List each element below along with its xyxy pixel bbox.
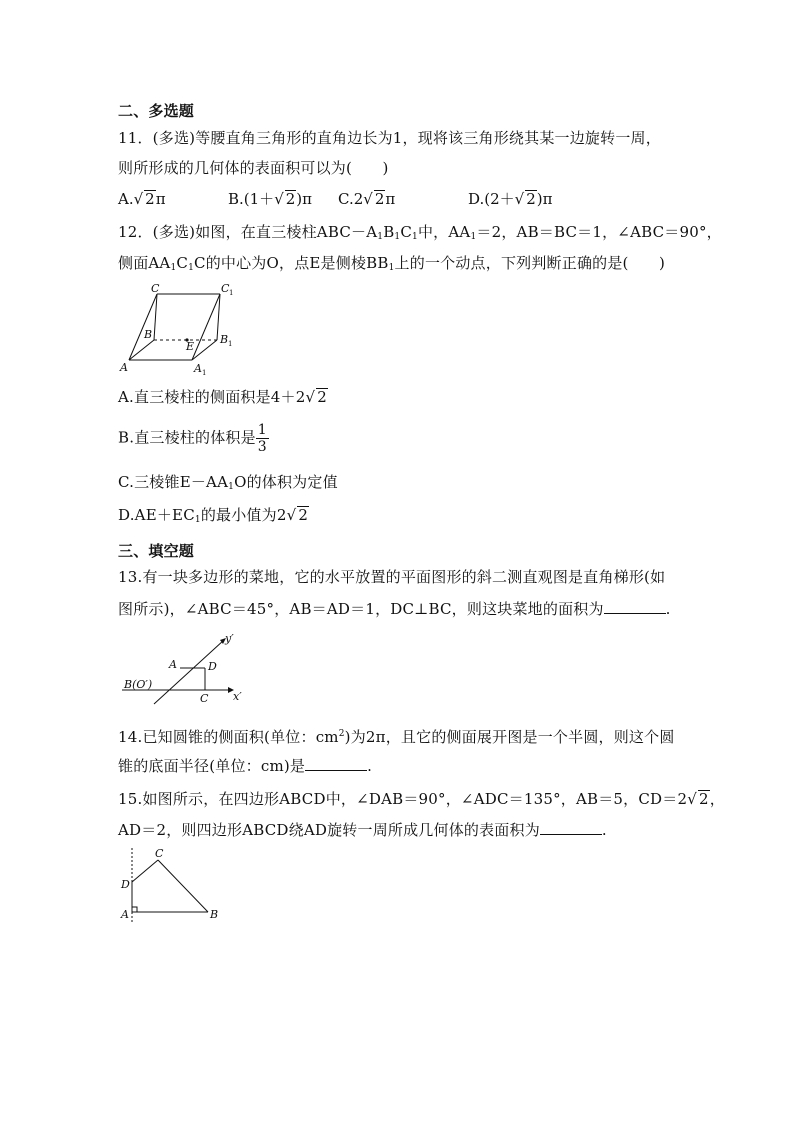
q15-quadrilateral-figure <box>118 844 228 926</box>
label-c: C <box>200 692 209 705</box>
edge-c1-a1 <box>192 294 220 360</box>
label-c: C <box>151 282 160 295</box>
fraction-one-third: $\frac{1}{3}$ <box>257 422 267 455</box>
q12-prism-figure <box>112 280 242 378</box>
q11-line2: 则所形成的几何体的表面积可以为( ) <box>118 159 389 177</box>
q12-option-a: A.直三棱柱的侧面积是4＋2√ 2 <box>118 388 328 406</box>
q13-answer-blank[interactable] <box>604 599 666 614</box>
section-title-fill-in: 三、填空题 <box>118 542 195 560</box>
label-a: A <box>169 658 177 671</box>
q11-option-b: B.(1＋√ 2)π <box>228 190 313 208</box>
q12-line1: 12．(多选)如图，在直三棱柱$ABC-A_1B_1C_1$中，$AA_1=2$，AB＝BC＝1，∠ABC＝90°， <box>118 223 722 242</box>
label-a1-sub: 1 <box>202 369 207 377</box>
label-c: C <box>155 847 164 860</box>
q14-answer-blank[interactable] <box>305 756 367 771</box>
q14-line2: 锥的底面半径(单位：cm)是 . <box>118 757 373 775</box>
label-b: B <box>144 328 153 341</box>
right-angle-mark <box>132 907 137 912</box>
label-a: A <box>121 908 129 921</box>
label-a: A <box>120 361 128 374</box>
label-c1-sub: 1 <box>229 289 234 297</box>
q11-option-d: D.(2＋√ 2)π <box>468 190 553 208</box>
label-b1-sub: 1 <box>228 340 233 348</box>
q15-line2: AD＝2，则四边形ABCD绕AD旋转一周所成几何体的表面积为 . <box>118 821 607 839</box>
q13-line1: 13.有一块多边形的菜地，它的水平放置的平面图形的斜二测直观图是直角梯形(如 <box>118 568 666 586</box>
label-c1: C <box>221 282 230 295</box>
q11-option-c: C.2√ 2π <box>338 190 396 208</box>
q12-option-d: $D.AE+EC_1$的最小值为2√ 2 <box>118 506 309 525</box>
label-b-o: B(O′) <box>124 678 153 691</box>
edge-c-a <box>129 294 157 360</box>
q15-answer-blank[interactable] <box>540 820 602 835</box>
label-x-prime: x′ <box>233 690 242 703</box>
q13-trapezoid-figure <box>120 630 250 706</box>
q12-line2: 侧面$AA_1C_1C$的中心为O，点E是侧棱$BB_1$上的一个动点，下列判断正确的是( ) <box>118 254 666 273</box>
q12-option-b: B.直三棱柱的体积是 $\frac{1}{3}$ <box>118 422 267 455</box>
q11-line1: 11．(多选)等腰直角三角形的直角边长为1，现将该三角形绕其某一边旋转一周， <box>118 129 661 147</box>
edge-cb <box>158 860 208 912</box>
label-d: D <box>208 660 217 673</box>
q13-line2: 图所示)，∠ABC＝45°，AB＝AD＝1，DC⊥BC，则这块菜地的面积为 . <box>118 600 671 618</box>
label-y-prime: y′ <box>225 632 234 645</box>
q12-option-c: C.三棱锥$E-AA_1O$的体积为定值 <box>118 473 338 492</box>
q11-option-a: A.√ 2π <box>118 190 166 208</box>
q14-line1: 14.已知圆锥的侧面积(单位：$cm^2$)为2π，且它的侧面展开图是一个半圆，则这个圆 <box>118 728 675 746</box>
edge-dc <box>132 860 158 882</box>
section-title-multiple-choice: 二、多选题 <box>118 102 195 120</box>
label-d: D <box>121 878 130 891</box>
q15-line1: 15.如图所示，在四边形ABCD中，∠DAB＝90°，∠ADC＝135°，AB＝5，CD＝2√ 2， <box>118 790 725 808</box>
label-b1: B <box>220 333 229 346</box>
label-a1: A <box>194 362 202 375</box>
label-b: B <box>210 908 219 921</box>
label-e: E <box>186 340 195 353</box>
